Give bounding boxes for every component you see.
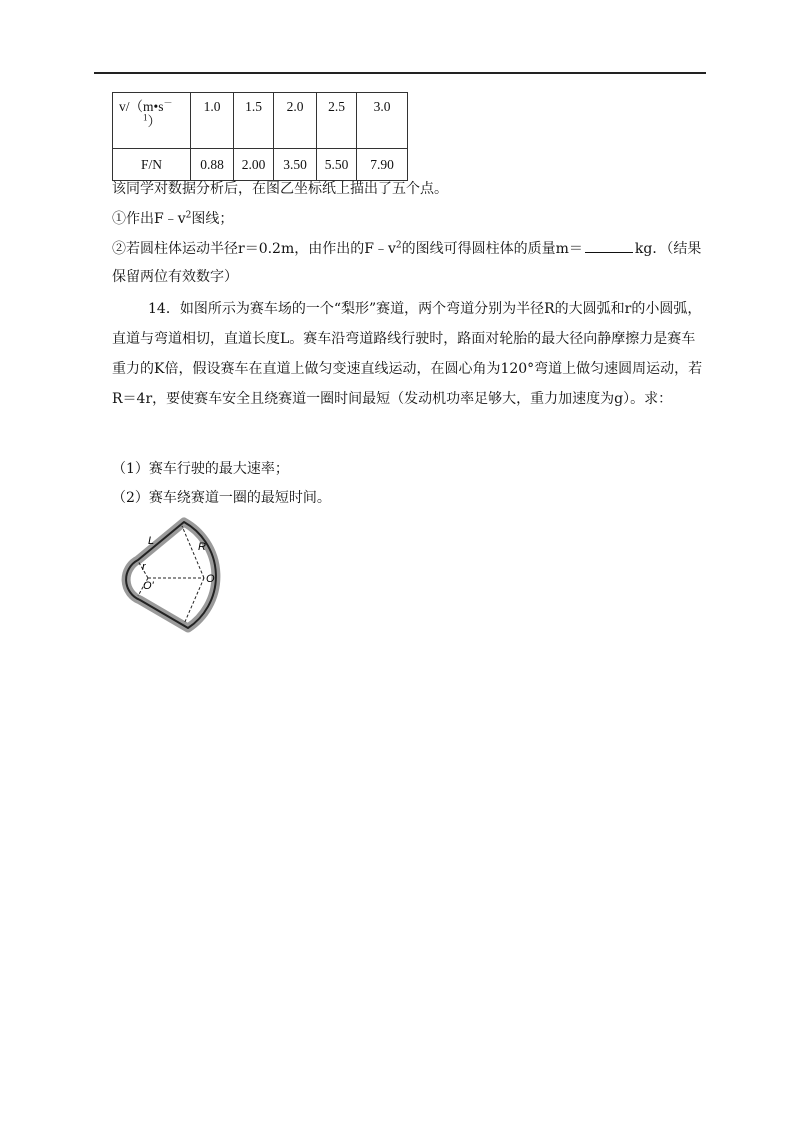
table-cell: 3.50 — [274, 149, 317, 181]
problem-14-text: 14．如图所示为赛车场的一个“梨形”赛道，两个弯道分别为半径R的大圆弧和r的小圆弧，直道与弯道相切，直道长度L。赛车沿弯道路线行驶时，路面对轮胎的最大径向静摩擦力是赛车重力的K倍，假设赛车在直道上做匀变速直线运动，在圆心角为120°弯道上做匀速圆周运动，若R＝4r，要使赛车安全且绕赛道一圈时间最短（发动机功率足够大，重力加速度为g）。求： — [112, 301, 703, 407]
table-cell: 7.90 — [357, 149, 408, 181]
label-O-prime: O' — [143, 580, 154, 592]
question-2-continued: 保留两位有效数字） — [112, 269, 238, 285]
question-2: ②若圆柱体运动半径r＝0.2m，由作出的$F﹣v^2$的图线可得圆柱体的质量m＝ kg．（结果 — [112, 240, 702, 257]
table-cell: 1.5 — [234, 93, 274, 149]
problem-14-sub1: （1）赛车行驶的最大速率； — [112, 461, 289, 477]
table-cell: 3.0 — [357, 93, 408, 149]
answer-blank — [585, 240, 633, 253]
table-row-velocity — [113, 93, 408, 149]
table-cell: 0.88 — [191, 149, 234, 181]
table-cell: 2.5 — [317, 93, 357, 149]
table-row-force — [113, 149, 408, 181]
table-cell: 5.50 — [317, 149, 357, 181]
question-1: ①作出$F﹣v^2$图线； — [112, 210, 234, 227]
label-L: L — [148, 535, 155, 547]
label-R: R — [198, 541, 206, 553]
table-header-velocity: v/（m•s－ $^1$） — [113, 93, 191, 149]
table-cell: 2.00 — [234, 149, 274, 181]
header-rule — [94, 72, 706, 74]
problem-14-sub2: （2）赛车绕赛道一圈的最短时间。 — [112, 490, 331, 506]
table-cell: 2.0 — [274, 93, 317, 149]
analysis-text: 该同学对数据分析后，在图乙坐标纸上描出了五个点。 — [112, 181, 448, 197]
label-O: O — [206, 573, 215, 585]
label-r: r — [142, 561, 146, 573]
pear-track-figure — [112, 514, 272, 634]
data-table — [112, 92, 408, 181]
table-cell: 1.0 — [191, 93, 234, 149]
table-header-force: F/N — [113, 149, 191, 181]
